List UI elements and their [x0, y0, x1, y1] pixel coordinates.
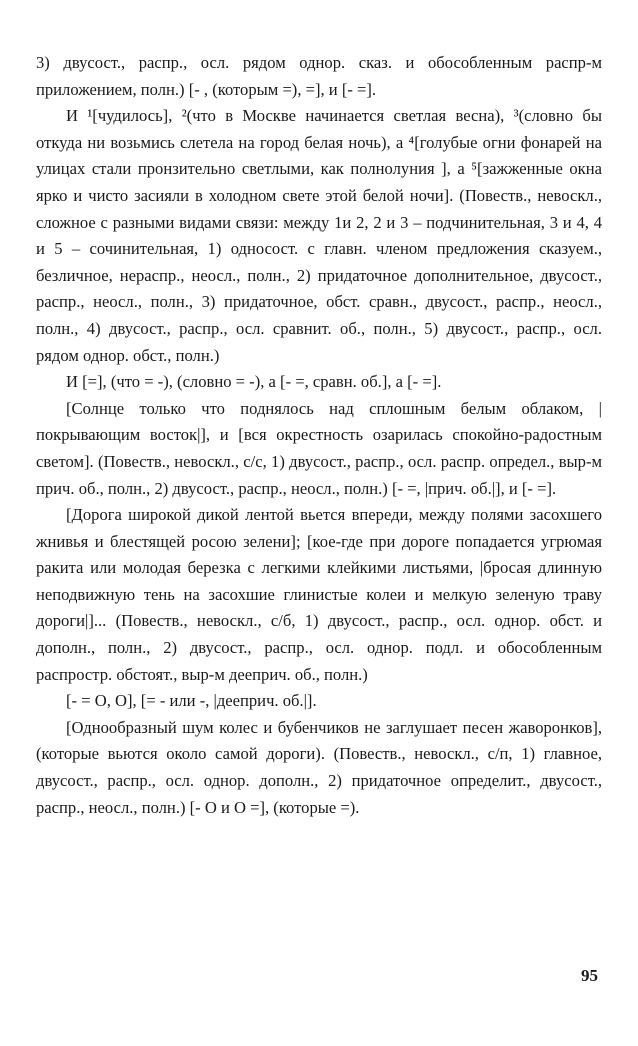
paragraph-1: 3) двусост., распр., осл. рядом однор. сказ. и обособленным распр-м приложением, полн.) [- , (которым =), =], и [- =].: [36, 53, 602, 99]
paragraph-5: [Дорога широкой дикой лентой вьется впереди, между полями засохшего жнивья и блестящей росою зелени]; [кое-где при дороге попадается угрюмая ракита или молодая березка с легкими клейкими листьями, |бросая длинную неподвижную тень на засохшие глинистые колеи и мелкую зеленую траву дороги|]... (Повеств., невоскл., с/б, 1) двусост., распр., осл. однор. обст. и дополн., полн., 2) двусост., распр., осл. однор. подл. и обособленным распростр. обстоят., выр-м дееприч. об., полн.): [36, 505, 602, 684]
paragraph-7: [Однообразный шум колес и бубенчиков не заглушает песен жаворонков], (которые вьются около самой дороги). (Повеств., невоскл., с/п, 1) главное, двусост., распр., осл. однор. дополн., 2) придаточное определит., двусост., распр., неосл., полн.) [- О и О =], (которые =).: [36, 717, 602, 817]
paragraph-3: И [=], (что = -), (словно = -), а [- =, сравн. об.], а [- =].: [66, 372, 442, 392]
paragraph-2: И ¹[чудилось], ²(что в Москве начинается светлая весна), ³(словно бы откуда ни возьмись слетела на город белая ночь), а ⁴[голубые огни фонарей на улицах стали пронзительно светлыми, как полнолуния ], а ⁵[зажженные окна ярко и чисто засияли в холодном свете этой белой ночи]. (Повеств., невоскл., сложное с разными видами связи: между 1и 2, 2 и 3 – подчинительная, 3 и 4, 4 и 5 – сочинительная, 1) односост. с главн. членом предложения сказуем., безличное, нераспр., неосл., полн., 2) придаточное дополнительное, двусост., распр., неосл., полн., 3) придаточное, обст. сравн., двусост., распр., неосл., полн., 4) двусост., распр., осл. сравнит. об., полн., 5) двусост., распр., осл. рядом однор. обст., полн.): [36, 106, 602, 365]
page-number: 95: [581, 966, 598, 985]
paragraph-4: [Солнце только что поднялось над сплошным белым облаком, |покрывающим восток|], и [вся окрестность озарилась спокойно-радостным светом]. (Повеств., невоскл., с/с, 1) двусост., распр., осл. распр. определ., выр-м прич. об., полн., 2) двусост., распр., неосл., полн.) [- =, |прич. об.|], и [- =].: [36, 398, 602, 498]
paragraph-6: [- = О, О], [= - или -, |дееприч. об.|].: [66, 691, 317, 711]
page-text: [36, 50, 602, 821]
